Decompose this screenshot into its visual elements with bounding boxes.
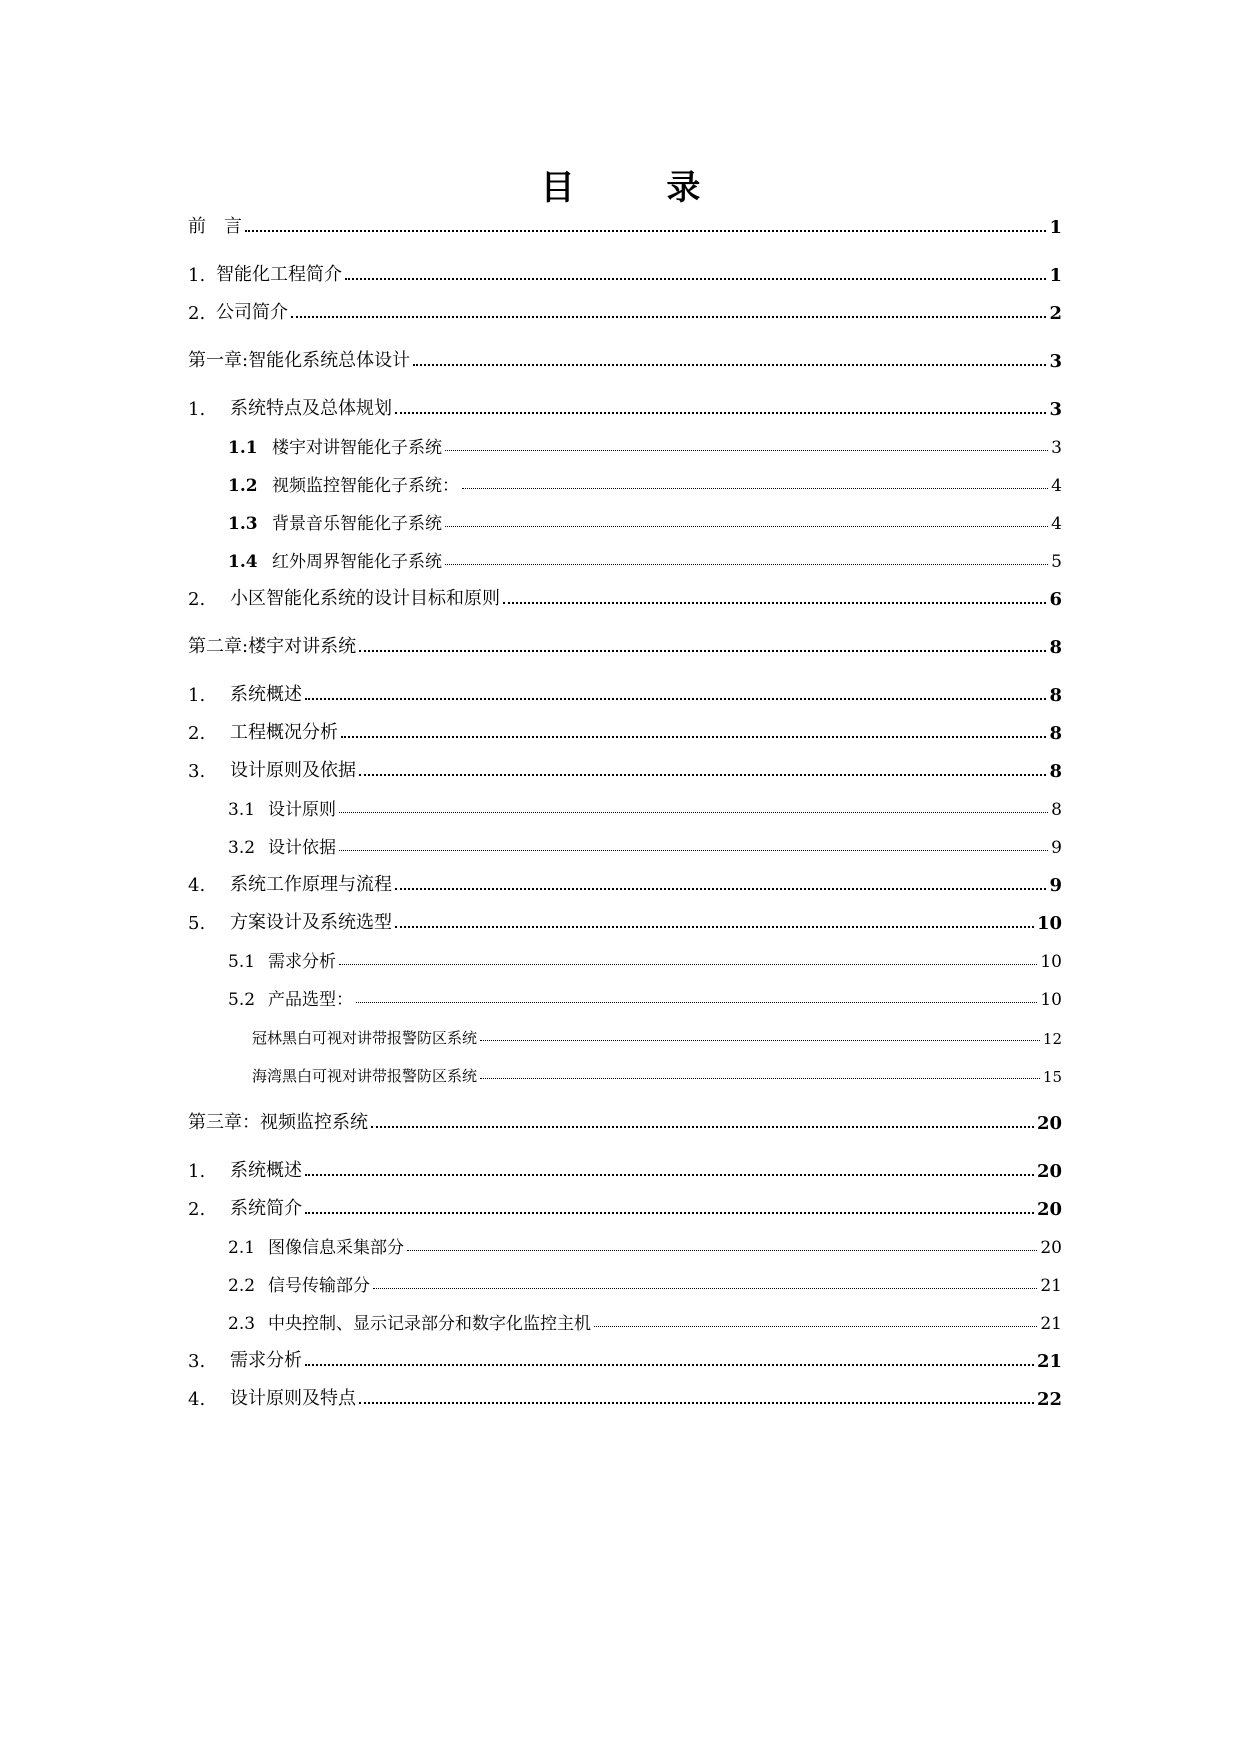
toc-entry-page: 22 <box>1036 1389 1062 1410</box>
toc-entry-page: 8 <box>1051 800 1062 820</box>
toc-subentry[interactable] <box>228 946 1062 972</box>
toc-entry-number: 1.2 <box>228 476 258 496</box>
toc-entry-label: 冠林黑白可视对讲带报警防区系统 <box>252 1029 478 1047</box>
toc-entry-number: 5.2 <box>228 990 256 1010</box>
toc-entry-page: 4 <box>1051 514 1062 534</box>
toc-leader <box>339 812 1048 813</box>
toc-leader <box>339 850 1048 851</box>
toc-subentry[interactable] <box>228 508 1062 534</box>
toc-entry-label: 第二章:楼宇对讲系统 <box>188 636 357 657</box>
toc-entry-page: 9 <box>1049 875 1062 896</box>
toc-subentry[interactable] <box>228 832 1062 858</box>
toc-entry-label: 系统简介 <box>230 1198 302 1219</box>
toc-entry-label: 小区智能化系统的设计目标和原则 <box>230 588 500 609</box>
toc-entry-number: 3.2 <box>228 838 256 858</box>
toc-entry[interactable] <box>188 1346 1062 1372</box>
toc-entry-page: 20 <box>1040 1238 1062 1258</box>
toc-entry-page: 5 <box>1051 552 1062 572</box>
toc-entry-number: 2. <box>188 303 206 324</box>
toc-entry-page: 3 <box>1049 351 1062 372</box>
toc-entry-page: 3 <box>1051 438 1062 458</box>
toc-entry[interactable] <box>188 584 1062 610</box>
toc-entry-page: 21 <box>1036 1351 1062 1372</box>
toc-entry-number: 3. <box>188 761 206 782</box>
toc-subentry[interactable] <box>228 984 1062 1010</box>
toc-entry[interactable] <box>188 394 1062 420</box>
toc-entry-page: 2 <box>1049 303 1062 324</box>
toc-entry[interactable] <box>188 212 1062 238</box>
toc-entry-label: 工程概况分析 <box>230 722 338 743</box>
toc-entry-number: 4. <box>188 1389 206 1410</box>
toc-entry-page: 1 <box>1049 265 1062 286</box>
toc-entry-number: 2.2 <box>228 1276 256 1296</box>
toc-leader <box>413 364 1046 366</box>
toc-entry-number: 1.1 <box>228 438 258 458</box>
toc-leader <box>594 1326 1037 1327</box>
toc-entry-page: 20 <box>1036 1199 1062 1220</box>
toc-entry-label: 中央控制、显示记录部分和数字化监控主机 <box>268 1314 591 1334</box>
toc-entry-label: 第一章:智能化系统总体设计 <box>188 350 411 371</box>
toc-entry-label: 公司简介 <box>216 302 288 323</box>
toc-entry-number: 4. <box>188 875 206 896</box>
toc-subentry[interactable] <box>228 794 1062 820</box>
toc-entry-label: 设计依据 <box>268 838 336 858</box>
toc-leader <box>395 888 1046 890</box>
toc-entry-label: 图像信息采集部分 <box>268 1238 404 1258</box>
toc-entry-number: 1. <box>188 685 206 706</box>
toc-entry-label: 红外周界智能化子系统 <box>272 552 442 572</box>
toc-leader <box>462 488 1048 489</box>
toc-leader <box>480 1040 1040 1041</box>
toc-leader <box>245 230 1046 232</box>
toc-entry-page: 4 <box>1051 476 1062 496</box>
toc-leader <box>503 602 1046 604</box>
toc-leader <box>341 736 1046 738</box>
toc-entry-label: 前 言 <box>188 216 242 237</box>
toc-leader <box>395 926 1034 928</box>
toc-entry-number: 2.1 <box>228 1238 256 1258</box>
toc-entry-label: 系统工作原理与流程 <box>230 874 392 895</box>
toc-entry[interactable] <box>188 870 1062 896</box>
toc-entry-label: 设计原则及依据 <box>230 760 356 781</box>
toc-title: 目 录 <box>540 168 741 208</box>
toc-entry[interactable] <box>188 756 1062 782</box>
toc-entry-page: 20 <box>1036 1113 1062 1134</box>
toc-entry-number: 2. <box>188 1199 206 1220</box>
toc-entry-page: 6 <box>1049 589 1062 610</box>
toc-entry-page: 9 <box>1051 838 1062 858</box>
toc-subentry[interactable] <box>228 1232 1062 1258</box>
toc-entry-number: 1.4 <box>228 552 258 572</box>
toc-entry-number: 5. <box>188 913 206 934</box>
toc-entry-label: 信号传输部分 <box>268 1276 370 1296</box>
toc-leader <box>445 526 1048 527</box>
toc-leader <box>445 564 1048 565</box>
toc-leader <box>359 1402 1034 1404</box>
toc-entry-number: 2.3 <box>228 1314 256 1334</box>
toc-entry-label: 系统概述 <box>230 1160 302 1181</box>
toc-entry[interactable] <box>188 680 1062 706</box>
toc-entry-number: 3.1 <box>228 800 256 820</box>
toc-entry-number: 3. <box>188 1351 206 1372</box>
toc-chapter-entry[interactable] <box>188 1108 1062 1134</box>
toc-subentry[interactable] <box>228 1270 1062 1296</box>
toc-entry-page: 21 <box>1040 1276 1062 1296</box>
toc-entry-number: 1.3 <box>228 514 258 534</box>
toc-subentry[interactable] <box>228 432 1062 458</box>
toc-leader <box>407 1250 1037 1251</box>
toc-entry-label: 产品选型： <box>268 990 353 1010</box>
toc-entry-label: 设计原则 <box>268 800 336 820</box>
toc-entry-page: 21 <box>1040 1314 1062 1334</box>
toc-entry-label: 楼宇对讲智能化子系统 <box>272 438 442 458</box>
toc-entry-page: 8 <box>1049 723 1062 744</box>
toc-entry-page: 10 <box>1036 913 1062 934</box>
toc-leader <box>359 650 1046 652</box>
toc-entry-label: 背景音乐智能化子系统 <box>272 514 442 534</box>
toc-entry-label: 系统特点及总体规划 <box>230 398 392 419</box>
toc-entry[interactable] <box>188 908 1062 934</box>
toc-entry[interactable] <box>188 1194 1062 1220</box>
toc-entry-page: 10 <box>1040 990 1062 1010</box>
toc-entry-number: 1. <box>188 1161 206 1182</box>
toc-entry-page: 20 <box>1036 1161 1062 1182</box>
toc-entry[interactable] <box>188 298 1062 324</box>
toc-entry-page: 12 <box>1042 1030 1062 1048</box>
toc-entry-label: 需求分析 <box>268 952 336 972</box>
toc-leader <box>305 1174 1034 1176</box>
toc-entry[interactable] <box>188 718 1062 744</box>
toc-entry-label: 需求分析 <box>230 1350 302 1371</box>
toc-subentry[interactable] <box>228 546 1062 572</box>
toc-entry-number: 1. <box>188 265 206 286</box>
toc-subsubentry[interactable] <box>252 1022 1062 1048</box>
toc-leader <box>305 1364 1034 1366</box>
toc-entry-number: 2. <box>188 723 206 744</box>
toc-leader <box>395 412 1046 414</box>
toc-entry-page: 10 <box>1040 952 1062 972</box>
toc-leader <box>339 964 1037 965</box>
toc-entry-number: 1. <box>188 399 206 420</box>
toc-chapter-entry[interactable] <box>188 346 1062 372</box>
toc-leader <box>373 1288 1037 1289</box>
toc-entry[interactable] <box>188 260 1062 286</box>
toc-entry-label: 视频监控智能化子系统： <box>272 476 459 496</box>
toc-subentry[interactable] <box>228 470 1062 496</box>
toc-entry-page: 1 <box>1049 217 1062 238</box>
toc-entry-number: 5.1 <box>228 952 256 972</box>
toc-entry-label: 海湾黑白可视对讲带报警防区系统 <box>252 1067 478 1085</box>
toc-entry[interactable] <box>188 1156 1062 1182</box>
toc-entry-label: 方案设计及系统选型 <box>230 912 392 933</box>
toc-entry-label: 第三章：视频监控系统 <box>188 1112 368 1133</box>
toc-entry-page: 8 <box>1049 761 1062 782</box>
toc-entry-label: 系统概述 <box>230 684 302 705</box>
toc-entry-page: 8 <box>1049 685 1062 706</box>
toc-entry-label: 设计原则及特点 <box>230 1388 356 1409</box>
toc-entry-number: 2. <box>188 589 206 610</box>
toc-subsubentry[interactable] <box>252 1060 1062 1086</box>
toc-leader <box>305 698 1046 700</box>
toc-entry-label: 智能化工程简介 <box>216 264 342 285</box>
toc-entry[interactable] <box>188 1384 1062 1410</box>
toc-leader <box>356 1002 1037 1003</box>
toc-chapter-entry[interactable] <box>188 632 1062 658</box>
toc-entry-page: 15 <box>1042 1068 1062 1086</box>
toc-entry-page: 8 <box>1049 637 1062 658</box>
toc-leader <box>480 1078 1040 1079</box>
toc-leader <box>359 774 1046 776</box>
toc-entry-page: 3 <box>1049 399 1062 420</box>
toc-leader <box>291 316 1046 318</box>
toc-leader <box>445 450 1048 451</box>
toc-subentry[interactable] <box>228 1308 1062 1334</box>
toc-leader <box>371 1126 1034 1128</box>
toc-leader <box>305 1212 1034 1214</box>
toc-leader <box>345 278 1046 280</box>
